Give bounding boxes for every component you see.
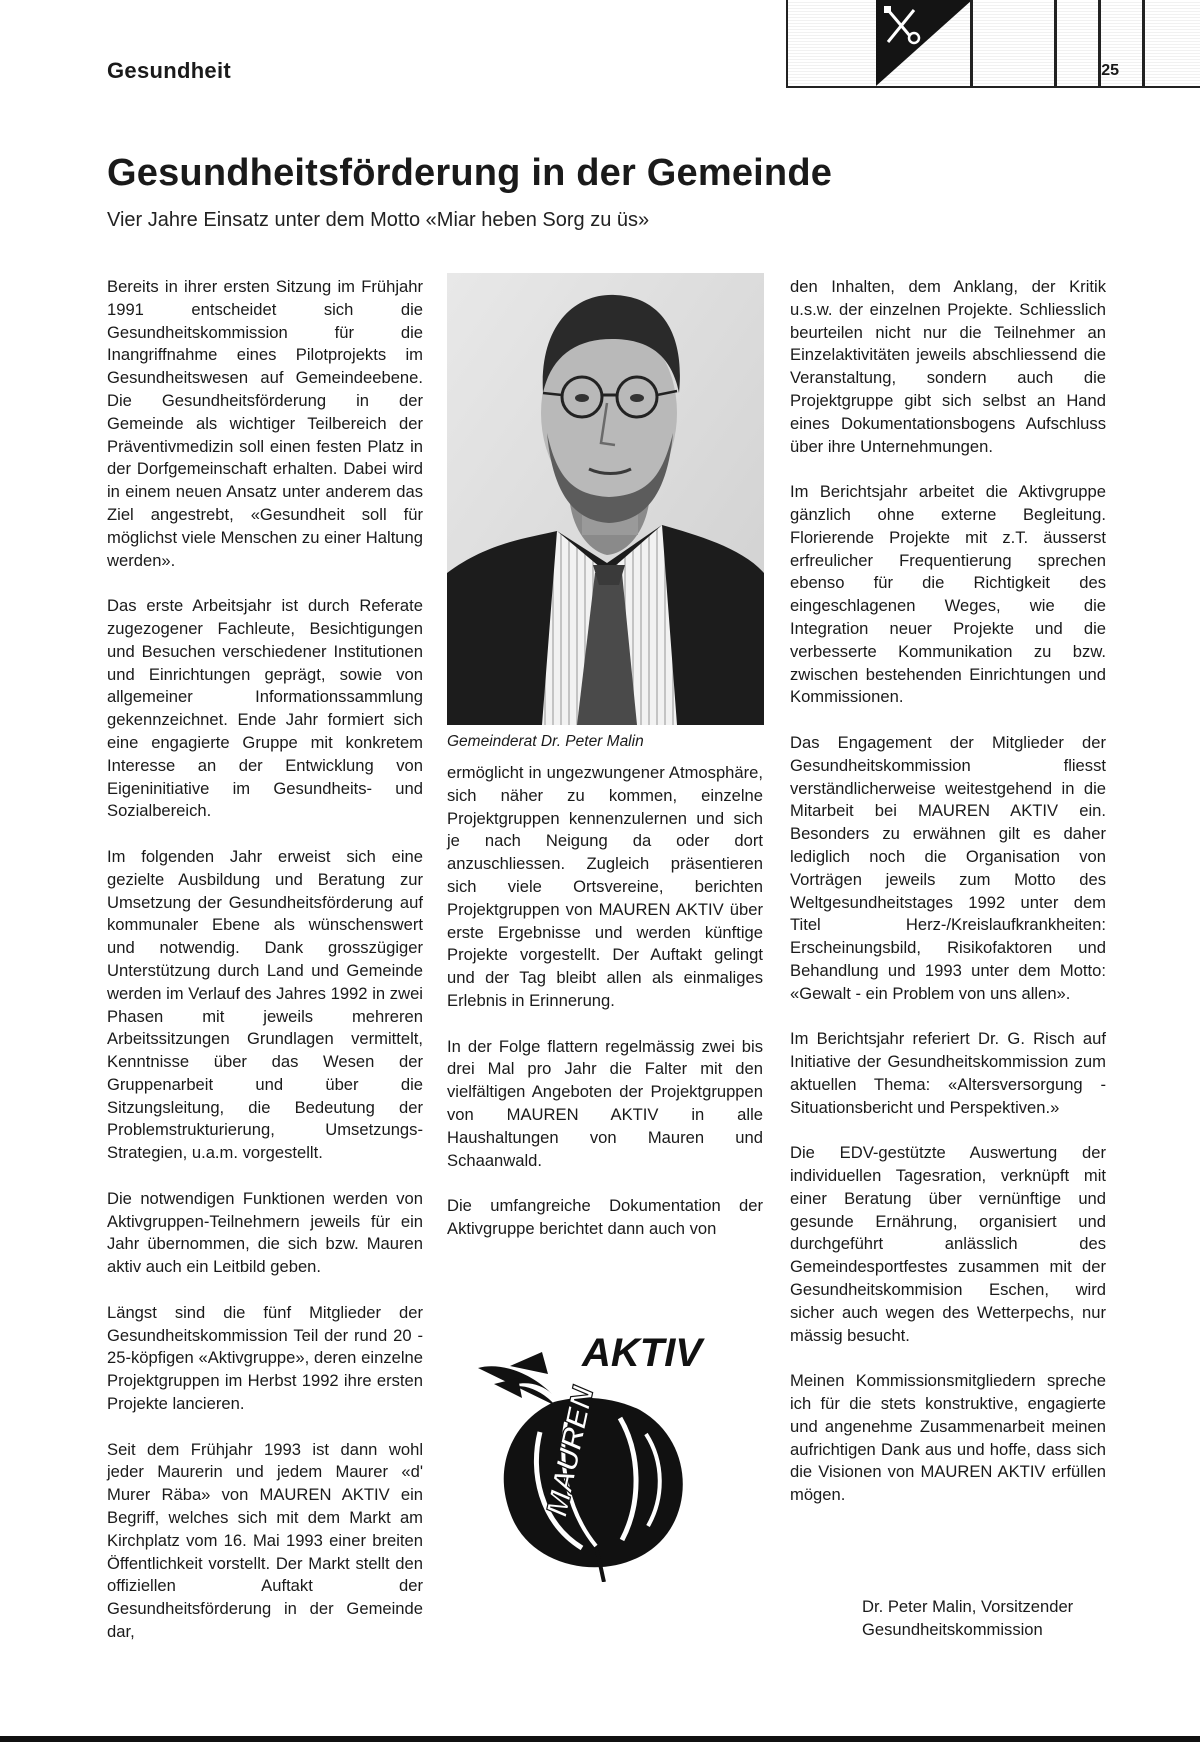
middle-column	[447, 762, 763, 1262]
header-divider	[1142, 0, 1145, 86]
header-emblem-box	[786, 0, 1200, 88]
paragraph: ermöglicht in ungezwungener Atmosphäre, sich näher zu kommen, einzelne Projektgruppen kennenzulernen und sich je nach Neigung da oder dort anzuschliessen. Zugleich präsentieren sich viele Ortsvereine, berichten Projektgruppen von MAUREN AKTIV über erste Ergebnisse und werden künftige Projekte vorgestellt. Der Auftakt gelingt und der Tag bleibt allen als einmaliges Erlebnis in Erinnerung.	[447, 763, 763, 1010]
photo-caption: Gemeinderat Dr. Peter Malin	[447, 733, 644, 750]
paragraph: Seit dem Frühjahr 1993 ist dann wohl jeder Maurerin und jedem Maurer «d' Murer Räba» von MAUREN AKTIV ein Begriff, welches sich mit dem Markt am Kirchplatz vom 16. Mai 1993 einer breiten Öffentlichkeit vorstellt. Der Markt stellt den offiziellen Auftakt der Gesundheitsförderung in der Gemeinde dar,	[107, 1439, 423, 1642]
logo-word-mauren: MAUREN	[540, 1383, 601, 1520]
paragraph: Die notwendigen Funktionen werden von Aktivgruppen-Teilnehmern jeweils für ein Jahr übernommen, die sich bzw. Mauren aktiv auch ein Leitbild geben.	[107, 1188, 423, 1277]
paragraph: Im Berichtsjahr arbeitet die Aktivgruppe gänzlich ohne externe Begleitung. Florierende Projekte mit z.T. äusserst erfreulicher Frequentierung sprechen ebenso für die Richtigkeit des eingeschlagenen Weges, wie die Integration neuer Projekte und die verbesserte Kommunikation zu bzw. zwischen bestehenden Einrichtungen und Kommissionen.	[790, 482, 1106, 707]
paragraph: den Inhalten, dem Anklang, der Kritik u.s.w. der einzelnen Projekte. Schliesslich beurteilen nicht nur die Teilnehmer an Einzelaktivitäten jeweils abschliessend die Veranstaltung, sondern auch die Projektgruppe gibt sich selbst an Hand eines Dokumentationsbogens Aufschluss über ihre Unternehmungen.	[790, 277, 1106, 456]
paragraph: Im Berichtsjahr referiert Dr. G. Risch auf Initiative der Gesundheitskommission zum aktuellen Thema: «Altersversorgung - Situationsbericht und Perspektiven.»	[790, 1029, 1106, 1117]
paragraph: Das Engagement der Mitglieder der Gesundheitskommission fliesst verständlicherweise weitestgehend in die Mitarbeit bei MAUREN AKTIV ein. Besonders zu erwähnen gilt es daher lediglich noch die Organisation von Vorträgen jeweils zum Motto des Weltgesundheitstages 1992 unter dem Titel Herz-/Kreislaufkrankheiten: Erscheinungsbild, Risikofaktoren und Behandlung und 1993 unter dem Motto: «Gewalt - ein Problem von uns allen».	[790, 732, 1106, 1003]
paragraph: Meinen Kommissionsmitgliedern spreche ich für die stets konstruktive, engagierte und angenehme Zusammenarbeit meinen aufrichtigen Dank aus und hoffe, dass sich die Visionen von MAUREN AKTIV erfüllen mögen.	[790, 1371, 1106, 1505]
author-role: Gesundheitskommission	[862, 1619, 1043, 1639]
author-name: Dr. Peter Malin, Vorsitzender	[862, 1597, 1074, 1616]
author-signature	[862, 1596, 1172, 1642]
article-title: Gesundheitsförderung in der Gemeinde	[107, 152, 833, 194]
paragraph: Bereits in ihrer ersten Sitzung im Frühjahr 1991 entscheidet sich die Gesundheitskommission für die Inangriffnahme eines Pilotprojekts im Gesundheitswesen auf Gemeindeebene. Die Gesundheitsförderung in der Gemeinde als wichtiger Teilbereich der Präventivmedizin soll einen festen Platz in der Dorfgemeinschaft erhalten. Dabei wird in einem neuen Ansatz unter anderem das Ziel angestrebt, «Gesundheit soll für möglichst viele Menschen zu einer Haltung werden».	[107, 277, 423, 570]
paragraph: Längst sind die fünf Mitglieder der Gesundheitskommission Teil der rund 20 - 25-köpfigen «Aktivgruppe», deren einzelne Projektgruppen im Herbst 1992 ihre ersten Projekte lancieren.	[107, 1302, 423, 1414]
section-label: Gesundheit	[107, 58, 232, 83]
mauren-aktiv-logo	[470, 1322, 770, 1582]
paragraph: In der Folge flattern regelmässig zwei bis drei Mal pro Jahr die Falter mit den vielfältigen Angeboten der Projektgruppen von MAUREN AKTIV in alle Haushaltungen von Mauren und Schaanwald.	[447, 1036, 763, 1170]
paragraph: Die EDV-gestützte Auswertung der individuellen Tagesration, verknüpft mit einer Beratung über vernünftige und gesunde Ernährung, organisiert und durchgeführt anlässlich des Gemeindesportfestes zusammen mit der Gesundheitskommision Eschen, wird sicher auch wegen des Wetterpechs, nur mässig besucht.	[790, 1143, 1106, 1345]
page-number: 25	[1101, 62, 1119, 79]
logo-word-aktiv: AKTIV	[582, 1331, 702, 1375]
left-column	[107, 276, 423, 1646]
paragraph: Das erste Arbeitsjahr ist durch Referate zugezogener Fachleute, Besichtigungen und Besuchen verschiedener Institutionen und Einrichtungen geprägt, sowie von allgemeiner Informationssammlung gekennzeichnet. Ende Jahr formiert sich eine engagierte Gruppe mit konkretem Interesse an der Entwicklung von Eigeninitiative im Gesundheits- und Sozialbereich.	[107, 596, 423, 821]
crossed-tools-icon	[880, 2, 926, 48]
portrait-photo	[447, 273, 764, 725]
page-bottom-edge	[0, 1736, 1200, 1742]
paragraph: Die umfangreiche Dokumentation der Aktivgruppe berichtet dann auch von	[447, 1196, 763, 1238]
article-subtitle: Vier Jahre Einsatz unter dem Motto «Miar heben Sorg zu üs»	[107, 209, 650, 231]
right-column	[790, 276, 1106, 1646]
header-divider	[970, 0, 973, 86]
header-divider	[1054, 0, 1057, 86]
paragraph: Im folgenden Jahr erweist sich eine gezielte Ausbildung und Beratung zur Umsetzung der Gesundheitsförderung auf kommunaler Ebene als wünschenswert und notwendig. Dank grosszügiger Unterstützung durch Land und Gemeinde werden im Verlauf des Jahres 1992 in zwei Phasen mit jeweils mehreren Arbeitssitzungen Grundlagen vermittelt, Kenntnisse über das Wesen der Gruppenarbeit und über die Sitzungsleitung, die Bedeutung der Problemstrukturierung, Umsetzungs-Strategien, u.a.m. vorgestellt.	[107, 846, 423, 1163]
